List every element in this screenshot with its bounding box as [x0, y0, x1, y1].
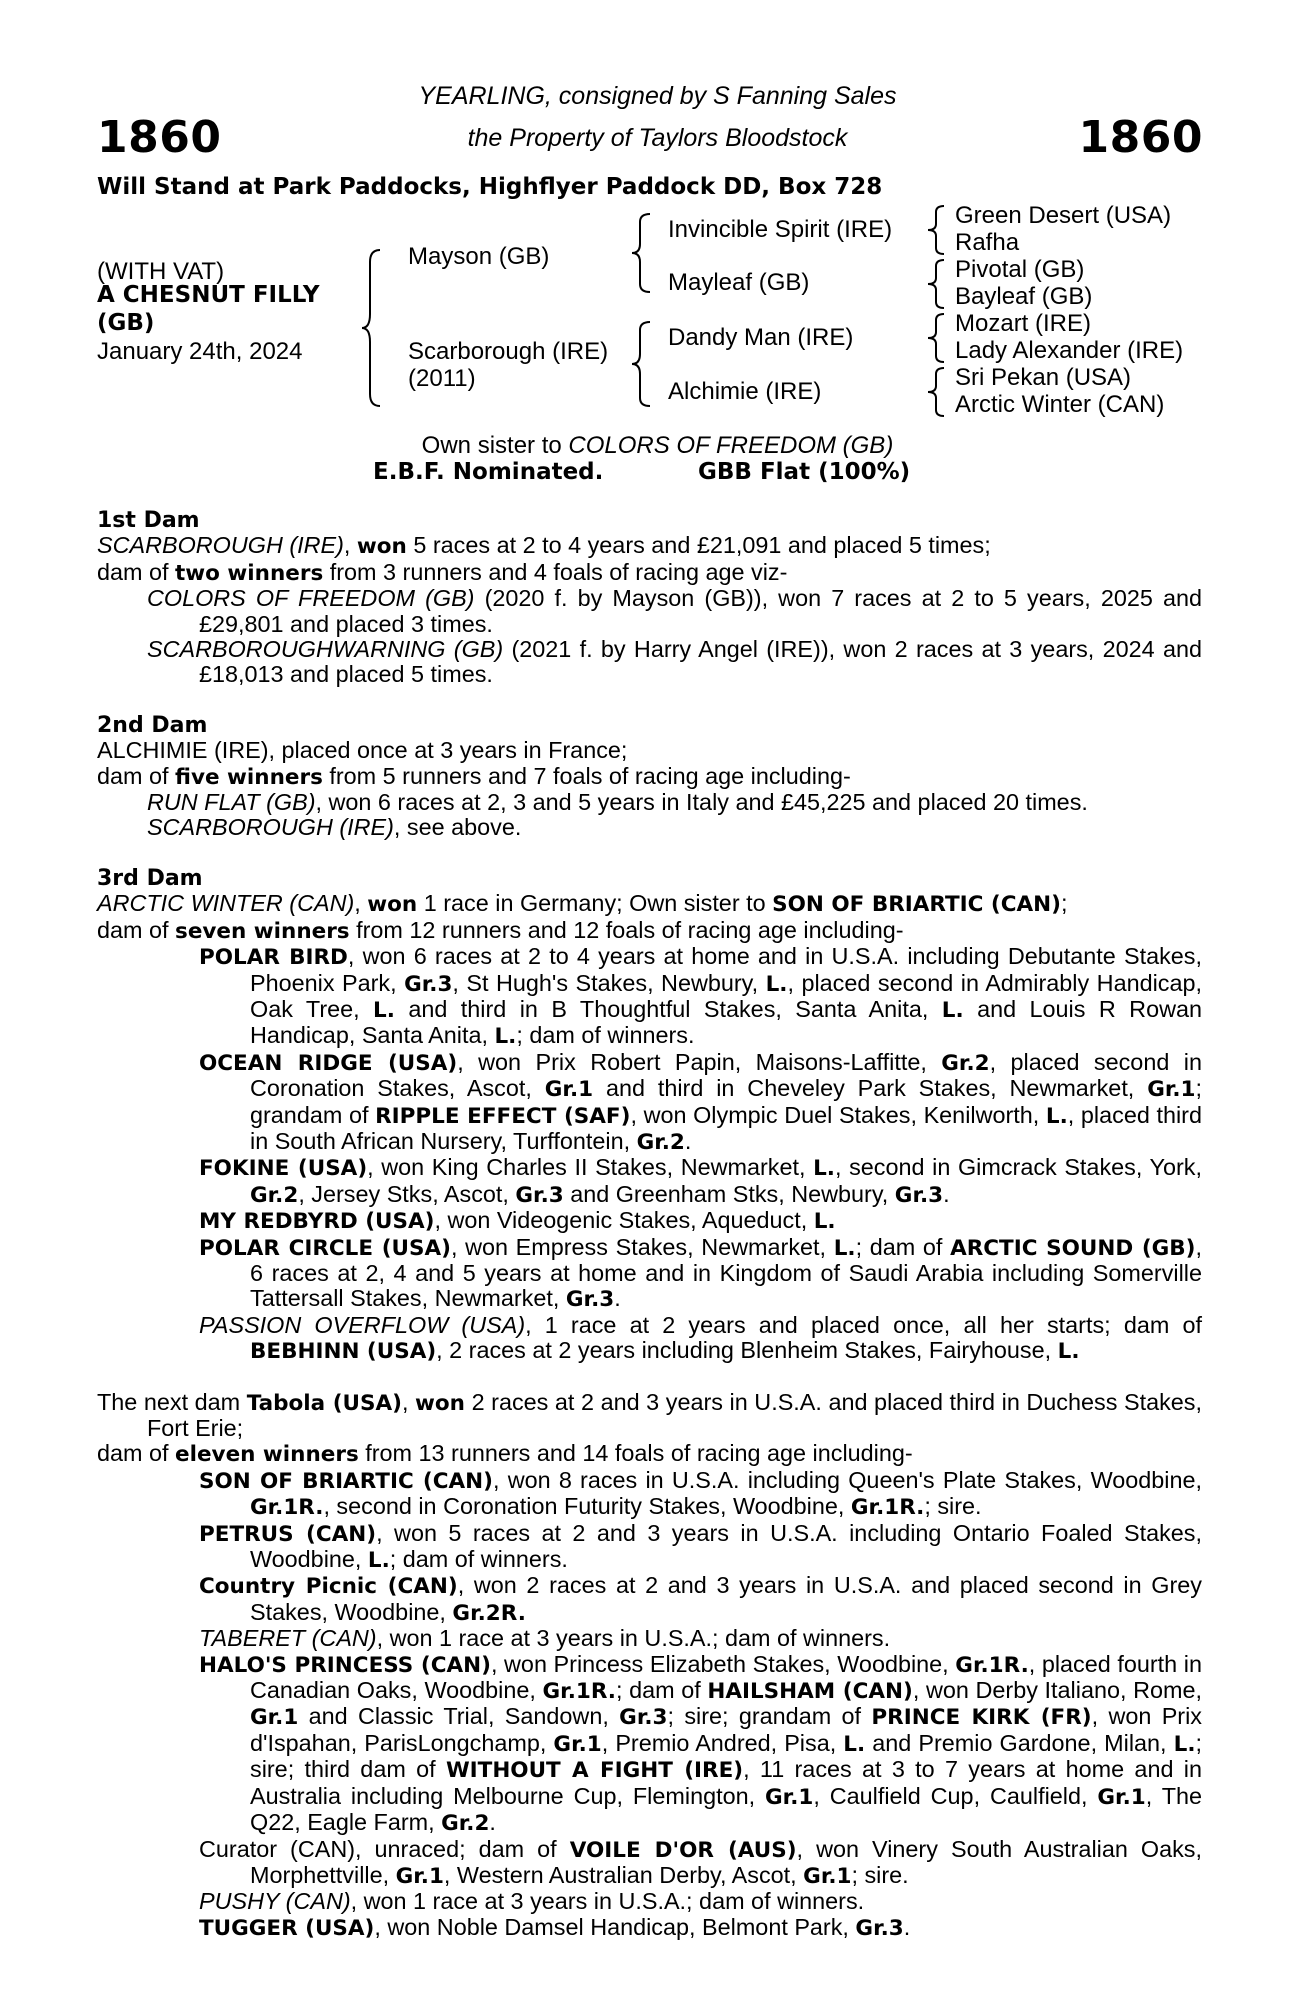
text-run: , won 1 race at 3 years in U.S.A.; dam of winners.	[350, 1888, 865, 1915]
text-run: Curator (CAN), unraced; dam of	[199, 1835, 570, 1862]
bold-text: five winners	[175, 764, 323, 790]
text-run: ; sire.	[851, 1861, 909, 1888]
bold-text: won	[356, 534, 407, 560]
gg-7: Sri Pekan (USA)	[955, 364, 1132, 391]
bold-text: Gr.1	[544, 1077, 594, 1103]
pedigree-brace-dam	[636, 320, 656, 408]
bold-text: won	[367, 892, 418, 918]
text-run: dam of	[97, 916, 176, 943]
bold-text: ARCTIC SOUND (GB)	[950, 1235, 1196, 1261]
bold-text: OCEAN RIDGE (USA)	[199, 1050, 458, 1076]
section-gap	[97, 841, 1202, 866]
catalogue-paragraph	[97, 1313, 1202, 1365]
catalogue-paragraph	[97, 790, 1202, 815]
text-run: (2020 f. by Mayson (GB)), won 7 races at 2 to 5 years, 2025 and £29,801 and placed 3 times.	[199, 585, 1202, 637]
bold-text: L.	[813, 1209, 836, 1235]
bold-text: Gr.1	[250, 1705, 299, 1731]
text-run: , Jersey Stks, Ascot,	[298, 1180, 516, 1207]
text-run: ; grandam of	[250, 1075, 1202, 1128]
text-run: , won Empress Stakes, Newmarket,	[450, 1233, 834, 1260]
text-run: , won 5 races at 2 and 3 years in U.S.A. including Ontario Foaled Stakes, Woodbine,	[250, 1519, 1202, 1573]
text-run: ; dam of winners.	[516, 1022, 695, 1049]
bold-text: L.	[1045, 1103, 1068, 1129]
text-run: , placed second in Admirably Handicap, Oak Tree,	[250, 969, 1203, 1022]
text-run: ; dam of	[855, 1233, 951, 1260]
catalogue-paragraph	[97, 815, 1202, 840]
catalogue-paragraph	[97, 891, 1202, 917]
bold-text: seven winners	[175, 918, 350, 944]
pedigree-brace-g3	[930, 312, 950, 364]
foaling-date: January 24th, 2024	[97, 338, 303, 365]
text-run: , placed third in South African Nursery, Turffontein,	[250, 1101, 1202, 1154]
text-run: , St Hugh's Stakes, Newbury,	[452, 969, 766, 996]
text-run: , won Prix d'Ispahan, ParisLongchamp,	[250, 1703, 1202, 1756]
italic-text: SCARBOROUGHWARNING (GB)	[147, 636, 504, 663]
text-run: dam of	[97, 762, 176, 789]
catalogue-paragraph	[97, 1652, 1202, 1837]
gg-1: Green Desert (USA)	[955, 202, 1172, 229]
own-sister-note	[0, 432, 1315, 460]
bold-text: Gr.1	[1147, 1077, 1196, 1103]
text-run: and Louis R Rowan Handicap, Santa Anita,	[250, 995, 1202, 1049]
bold-text: Gr.1	[395, 1863, 444, 1889]
catalogue-paragraph	[97, 1441, 1202, 1467]
bold-text: Tabola (USA)	[246, 1390, 402, 1416]
text-run: .	[943, 1180, 950, 1207]
pedigree-brace-g2	[930, 258, 950, 310]
bold-text: FOKINE (USA)	[199, 1156, 368, 1182]
bold-text: Gr.1R.	[955, 1652, 1029, 1678]
lot-number-left: 1860	[97, 112, 222, 163]
text-run: , won 6 races at 2, 3 and 5 years in Italy and £45,225 and placed 20 times.	[315, 789, 1088, 816]
sire-name: Mayson (GB)	[408, 243, 550, 270]
dam-dam-name: Alchimie (IRE)	[668, 378, 822, 405]
catalogue-paragraph	[97, 1155, 1202, 1208]
text-run: , Premio Andred, Pisa,	[601, 1729, 844, 1756]
bold-text: L.	[373, 997, 395, 1023]
italic-text: ARCTIC WINTER (CAN)	[97, 890, 355, 917]
bold-text: Gr.1R.	[542, 1679, 616, 1705]
text-run: ,	[354, 890, 368, 917]
text-run: and Greenham Stks, Newbury,	[563, 1180, 895, 1207]
bold-text: Gr.1	[803, 1863, 852, 1889]
own-sister-name: COLORS OF FREEDOM (GB)	[568, 432, 894, 459]
catalogue-paragraph	[97, 1626, 1202, 1651]
text-run: .	[903, 1913, 911, 1940]
text-run: , Caulfield Cup, Caulfield,	[813, 1782, 1098, 1809]
gg-6: Lady Alexander (IRE)	[955, 337, 1184, 364]
text-run: from 5 runners and 7 foals of racing age including-	[322, 762, 851, 789]
text-run: ; dam of winners.	[389, 1546, 568, 1573]
gg-5: Mozart (IRE)	[955, 310, 1092, 337]
text-run: and third in B Thoughtful Stakes, Santa Anita,	[394, 995, 942, 1022]
bold-text: VOILE D'OR (AUS)	[569, 1837, 797, 1863]
catalogue-paragraph	[97, 944, 1202, 1050]
catalogue-paragraph	[97, 586, 1202, 637]
text-run: ;	[1060, 890, 1068, 917]
sire-dam-name: Mayleaf (GB)	[668, 269, 810, 296]
catalogue-paragraph	[97, 918, 1202, 944]
text-run: ; sire; grandam of	[667, 1703, 872, 1730]
catalogue-paragraph	[97, 533, 1202, 559]
catalogue-body	[97, 508, 1202, 1941]
text-run: , won King Charles II Stakes, Newmarket,	[367, 1154, 814, 1181]
catalogue-paragraph	[97, 560, 1202, 586]
text-run: , won 2 races at 2 and 3 years in U.S.A. and placed second in Grey Stakes, Woodbine,	[250, 1572, 1202, 1625]
text-run: , won Derby Italiano, Rome,	[912, 1677, 1202, 1704]
bold-text: Country Picnic (CAN)	[199, 1574, 458, 1600]
text-run: ,	[401, 1388, 416, 1415]
gbb-flat: GBB Flat (100%)	[698, 459, 911, 485]
section-heading	[97, 866, 1202, 891]
section-gap	[97, 688, 1202, 713]
text-run: , won 8 races in U.S.A. including Queen's Plate Stakes, Woodbine,	[493, 1466, 1202, 1493]
text-run: , 1 race at 2 years and placed once, all her starts; dam of	[525, 1311, 1202, 1338]
text-run: , 6 races at 2, 4 and 5 years at home and in Kingdom of Saudi Arabia including Somerville Tattersall Stakes, Newmarket,	[250, 1233, 1203, 1312]
horse-title-line1: A CHESNUT FILLY	[97, 282, 320, 308]
bold-text: POLAR CIRCLE (USA)	[199, 1235, 451, 1261]
catalogue-paragraph	[97, 764, 1202, 790]
text-run: , Western Australian Derby, Ascot,	[443, 1861, 804, 1888]
bold-text: Gr.2	[941, 1050, 990, 1076]
italic-text: PASSION OVERFLOW (USA)	[199, 1311, 526, 1338]
italic-text: PUSHY (CAN)	[199, 1888, 351, 1915]
horse-title-line2: (GB)	[97, 310, 155, 336]
text-run: ; dam of	[615, 1677, 708, 1704]
italic-text: SCARBOROUGH (IRE)	[147, 814, 394, 841]
text-run: 2 races at 2 and 3 years in U.S.A. and placed third in Duchess Stakes, Fort Erie;	[147, 1388, 1202, 1441]
text-run: (2021 f. by Harry Angel (IRE)), won 2 races at 3 years, 2024 and £18,013 and placed 5 times.	[199, 636, 1202, 688]
bold-text: Gr.2	[250, 1182, 299, 1208]
catalogue-paragraph	[97, 1889, 1202, 1914]
catalogue-paragraph	[97, 1208, 1202, 1234]
own-sister-prefix: Own sister to	[421, 432, 569, 459]
text-run: , second in Gimcrack Stakes, York,	[834, 1154, 1202, 1181]
bold-text: Gr.3	[855, 1915, 904, 1941]
bold-text: Gr.3	[619, 1705, 668, 1731]
text-run: ALCHIMIE (IRE), placed once at 3 years in France;	[97, 737, 628, 764]
catalogue-paragraph	[97, 1468, 1202, 1521]
bold-text: HAILSHAM (CAN)	[707, 1679, 913, 1705]
italic-text: TABERET (CAN)	[199, 1625, 377, 1652]
bold-text: L.	[843, 1731, 866, 1757]
text-run: , placed second in Coronation Stakes, Ascot,	[250, 1048, 1202, 1102]
text-run: ; sire.	[924, 1493, 982, 1520]
vat-label: (WITH VAT)	[97, 258, 225, 285]
bold-text: won	[415, 1390, 465, 1416]
bold-text: WITHOUT A FIGHT (IRE)	[445, 1758, 744, 1784]
text-run: 5 races at 2 to 4 years and £21,091 and placed 5 times;	[406, 532, 991, 559]
text-run: , won Prix Robert Papin, Maisons-Laffitte,	[457, 1048, 942, 1075]
gg-3: Pivotal (GB)	[955, 256, 1085, 283]
text-run: 1st Dam	[97, 508, 200, 533]
bold-text: Gr.1	[765, 1784, 814, 1810]
bold-text: Gr.2	[441, 1811, 490, 1837]
bold-text: L.	[765, 971, 788, 997]
dam-year: (2011)	[408, 365, 476, 392]
catalogue-paragraph	[97, 1235, 1202, 1313]
catalogue-paragraph	[97, 1521, 1202, 1574]
text-run: from 3 runners and 4 foals of racing age viz-	[323, 558, 788, 585]
text-run: , won Princess Elizabeth Stakes, Woodbine,	[490, 1650, 956, 1677]
text-run: , won Olympic Duel Stakes, Kenilworth,	[630, 1101, 1046, 1128]
pedigree-brace-sire	[636, 212, 656, 294]
text-run: and Classic Trial, Sandown,	[298, 1703, 620, 1730]
bold-text: L.	[941, 997, 964, 1023]
catalogue-paragraph	[97, 1573, 1202, 1626]
catalogue-paragraph	[97, 1837, 1202, 1890]
bold-text: HALO'S PRINCESS (CAN)	[199, 1652, 491, 1678]
text-run: dam of	[97, 1440, 176, 1467]
bold-text: TUGGER (USA)	[199, 1915, 375, 1941]
gg-4: Bayleaf (GB)	[955, 283, 1093, 310]
italic-text: SCARBOROUGH (IRE)	[97, 532, 344, 559]
bold-text: Gr.2	[636, 1129, 685, 1155]
text-run: , 2 races at 2 years including Blenheim Stakes, Fairyhouse,	[436, 1337, 1058, 1364]
catalogue-paragraph	[97, 738, 1202, 763]
bold-text: L.	[367, 1548, 390, 1574]
text-run: , won Vinery South Australian Oaks, Morphettville,	[250, 1835, 1202, 1888]
text-run: ,	[343, 532, 357, 559]
bold-text: SON OF BRIARTIC (CAN)	[199, 1468, 493, 1494]
text-run: , won Videogenic Stakes, Aqueduct,	[434, 1207, 814, 1234]
stand-location: Will Stand at Park Paddocks, Highflyer Paddock DD, Box 728	[97, 174, 883, 200]
bold-text: MY REDBYRD (USA)	[199, 1209, 435, 1235]
bold-text: Gr.3	[565, 1287, 615, 1313]
bold-text: Gr.2R.	[452, 1600, 526, 1626]
text-run: and third in Cheveley Park Stakes, Newmarket,	[593, 1075, 1148, 1102]
text-run: , The Q22, Eagle Farm,	[250, 1782, 1203, 1836]
bold-text: Gr.3	[404, 971, 453, 997]
bold-text: L.	[813, 1156, 835, 1182]
text-run: from 13 runners and 14 foals of racing age including-	[358, 1440, 913, 1467]
section-heading	[97, 713, 1202, 738]
catalogue-paragraph	[97, 637, 1202, 688]
bold-text: Gr.1R.	[250, 1495, 324, 1521]
dam-sire-name: Dandy Man (IRE)	[668, 324, 854, 351]
text-run: The next dam	[97, 1388, 247, 1415]
text-run: 1 race in Germany; Own sister to	[417, 890, 773, 917]
text-run: and Premio Gardone, Milan,	[865, 1729, 1174, 1756]
pedigree-brace-g1	[930, 204, 950, 256]
bold-text: PRINCE KIRK (FR)	[871, 1705, 1092, 1731]
bold-text: RIPPLE EFFECT (SAF)	[375, 1103, 631, 1129]
lot-number-right: 1860	[1078, 112, 1203, 163]
text-run: 2nd Dam	[97, 712, 208, 738]
bold-text: Gr.1R.	[850, 1495, 925, 1521]
pedigree-brace-main	[366, 248, 386, 408]
section-heading	[97, 508, 1202, 533]
bold-text: L.	[1057, 1339, 1080, 1365]
text-run: from 12 runners and 12 foals of racing age including-	[349, 916, 904, 943]
text-run: .	[489, 1809, 496, 1836]
text-run: dam of	[97, 558, 176, 585]
bold-text: PETRUS (CAN)	[199, 1521, 377, 1547]
text-run: ; sire; third dam of	[250, 1729, 1203, 1783]
text-run: .	[684, 1127, 692, 1154]
consignment-line: YEARLING, consigned by S Fanning Sales	[418, 82, 897, 110]
text-run: 3rd Dam	[97, 865, 203, 891]
bold-text: two winners	[175, 560, 324, 586]
ebf-nominated: E.B.F. Nominated.	[373, 459, 604, 485]
catalogue-paragraph	[97, 1915, 1202, 1941]
text-run: , see above.	[393, 814, 522, 841]
sire-sire-name: Invincible Spirit (IRE)	[668, 216, 893, 243]
dam-name: Scarborough (IRE)	[408, 338, 609, 365]
bold-text: L.	[494, 1024, 517, 1050]
bold-text: Gr.1	[1097, 1784, 1146, 1810]
text-run: .	[614, 1285, 621, 1312]
bold-text: Gr.1	[553, 1731, 602, 1757]
section-gap	[97, 1365, 1202, 1390]
bold-text: POLAR BIRD	[199, 945, 348, 971]
bold-text: L.	[833, 1235, 856, 1261]
property-line: the Property of Taylors Bloodstock	[467, 124, 848, 152]
bold-text: L.	[1173, 1731, 1196, 1757]
gg-2: Rafha	[955, 229, 1020, 256]
text-run: , won Noble Damsel Handicap, Belmont Park,	[374, 1913, 856, 1940]
italic-text: COLORS OF FREEDOM (GB)	[147, 585, 475, 612]
text-run: , won 1 race at 3 years in U.S.A.; dam of winners.	[376, 1625, 891, 1652]
bold-text: Gr.3	[894, 1182, 944, 1208]
text-run: , 11 races at 3 to 7 years at home and in Australia including Melbourne Cup, Flemington,	[250, 1756, 1202, 1809]
bold-text: BEBHINN (USA)	[250, 1339, 437, 1365]
text-run: , won 6 races at 2 to 4 years at home and in U.S.A. including Debutante Stakes, Phoenix Park,	[250, 943, 1202, 996]
catalogue-paragraph	[97, 1390, 1202, 1442]
italic-text: RUN FLAT (GB)	[147, 789, 316, 816]
text-run: , placed fourth in Canadian Oaks, Woodbine,	[250, 1650, 1202, 1704]
bold-text: SON OF BRIARTIC (CAN)	[772, 892, 1061, 918]
bold-text: Gr.3	[515, 1182, 564, 1208]
bold-text: eleven winners	[175, 1442, 359, 1468]
pedigree-brace-g4	[930, 366, 950, 418]
gg-8: Arctic Winter (CAN)	[955, 391, 1165, 418]
text-run: , second in Coronation Futurity Stakes, Woodbine,	[323, 1493, 851, 1520]
catalogue-paragraph	[97, 1050, 1202, 1156]
